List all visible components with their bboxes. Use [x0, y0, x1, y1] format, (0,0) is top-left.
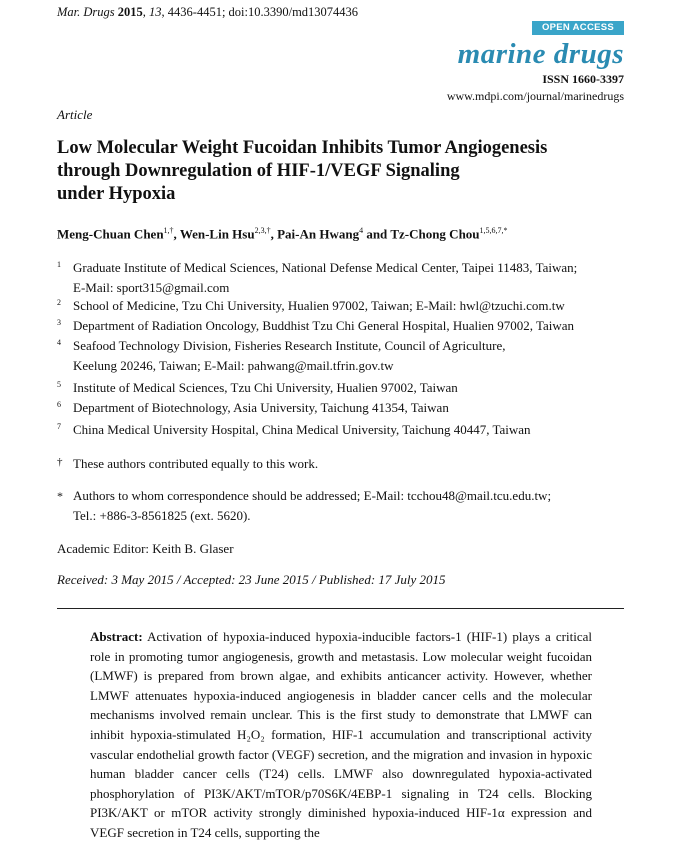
author-separator: , [270, 226, 278, 242]
journal-abbrev: Mar. Drugs [57, 5, 115, 19]
note-line: These authors contributed equally to this work. [73, 456, 319, 471]
author-name: Tz-Chong Chou [390, 226, 480, 242]
correspondence-note [57, 486, 637, 526]
author-separator: , [173, 226, 180, 242]
citation-year: 2015 [117, 5, 143, 19]
affiliation-5 [57, 378, 637, 398]
affiliation-4 [57, 336, 637, 376]
asterisk-mark: * [57, 489, 63, 503]
citation-rest: , 4436-4451; doi:10.3390/md13074436 [161, 5, 359, 19]
affiliation-line: Department of Biotechnology, Asia University, Taichung 41354, Taiwan [73, 400, 449, 415]
affiliation-number: 7 [57, 422, 61, 431]
affiliation-number: 6 [57, 400, 61, 409]
title-line: under Hypoxia [57, 184, 176, 204]
affiliation-line: Seafood Technology Division, Fisheries Research Institute, Council of Agriculture, [73, 338, 506, 353]
journal-logo: marine drugs [457, 38, 624, 70]
open-access-badge: OPEN ACCESS [532, 21, 624, 35]
abstract-label: Abstract: [90, 629, 143, 644]
article-title [57, 137, 637, 206]
affiliation-1 [57, 258, 637, 298]
affiliation-line: Graduate Institute of Medical Sciences, National Defense Medical Center, Taipei 11483, Taiwan; [73, 260, 578, 275]
affiliation-email[interactable]: Keelung 20246, Taiwan; E-Mail: pahwang@mail.tfrin.gov.tw [73, 358, 394, 373]
affiliation-number: 1 [57, 260, 61, 269]
note-line: Tel.: +886-3-8561825 (ext. 5620). [73, 508, 251, 523]
affiliation-2 [57, 296, 637, 316]
author-list [57, 226, 508, 242]
author-affil-sup: 1,† [163, 226, 174, 235]
abstract [90, 627, 592, 843]
affiliation-line: Institute of Medical Sciences, Tzu Chi University, Hualien 97002, Taiwan [73, 380, 458, 395]
affiliation-line: China Medical University Hospital, China Medical University, Taichung 40447, Taiwan [73, 422, 531, 437]
affiliation-number: 2 [57, 298, 61, 307]
affiliation-7 [57, 420, 637, 440]
affiliation-line: Department of Radiation Oncology, Buddhist Tzu Chi General Hospital, Hualien 97002, Taiwan [73, 318, 575, 333]
author-name: Meng-Chuan Chen [57, 226, 164, 242]
affiliation-email[interactable]: E-Mail: sport315@gmail.com [73, 280, 230, 295]
author-affil-sup: 1,5,6,7,* [479, 226, 508, 235]
publication-dates: Received: 3 May 2015 / Accepted: 23 June 2015 / Published: 17 July 2015 [57, 572, 446, 587]
dagger-mark: † [57, 456, 63, 468]
journal-url[interactable]: www.mdpi.com/journal/marinedrugs [446, 89, 624, 103]
citation-volume: 13 [149, 5, 162, 19]
title-line: through Downregulation of HIF-1/VEGF Signaling [57, 161, 460, 181]
affiliation-3 [57, 316, 637, 336]
author-separator: and [363, 226, 391, 242]
title-line: Low Molecular Weight Fucoidan Inhibits Tumor Angiogenesis [57, 138, 548, 158]
affiliation-line: School of Medicine, Tzu Chi University, Hualien 97002, Taiwan; E-Mail: hwl@tzuchi.com.tw [73, 298, 565, 313]
author-affil-sup: 2,3,† [254, 226, 271, 235]
affiliation-number: 4 [57, 338, 61, 347]
author-name: Wen-Lin Hsu [179, 226, 255, 242]
note-line: Authors to whom correspondence should be addressed; E-Mail: tcchou48@mail.tcu.edu.tw; [73, 488, 552, 503]
citation-line: Mar. Drugs 2015, 13, 4436-4451; doi:10.3390/md13074436 [57, 5, 359, 19]
affiliation-number: 5 [57, 380, 61, 389]
divider [57, 608, 624, 609]
author-affil-sup: 4 [359, 226, 364, 235]
equal-contribution-note [57, 454, 637, 474]
author-name: Pai-An Hwang [277, 226, 360, 242]
abstract-text: Activation of hypoxia-induced hypoxia-inducible factors-1 (HIF-1) plays a critical role in promoting tumor angiogenesis, growth and metastasis. Low molecular weight fucoidan (LMWF) is prepared from brown algae, and exhibits anticancer activity. However, whether LMWF attenuates hypoxia-induced angiogenesis in bladder cancer cells and the molecular mechanisms involved remain unclear. This is the first study to demonstrate that LMWF can inhibit hypoxia-stimulated H₂O₂ formation, HIF-1 accumulation and transcriptional activity vascular endothelial growth factor (VEGF) secretion, and the migration and invasion in hypoxic human bladder cancer cells (T24) cells. LMWF also downregulated hypoxia-activated phosphorylation of PI3K/AKT/mTOR/p70S6K/4EBP-1 signaling in T24 cells. Blocking PI3K/AKT or mTOR activity strongly diminished hypoxia-induced HIF-1α expression and VEGF secretion in T24 cells, supporting the [90, 629, 592, 840]
issn: ISSN 1660-3397 [542, 72, 624, 86]
article-type: Article [57, 107, 93, 122]
affiliation-6 [57, 398, 637, 418]
academic-editor: Academic Editor: Keith B. Glaser [57, 541, 234, 556]
affiliation-number: 3 [57, 318, 61, 327]
